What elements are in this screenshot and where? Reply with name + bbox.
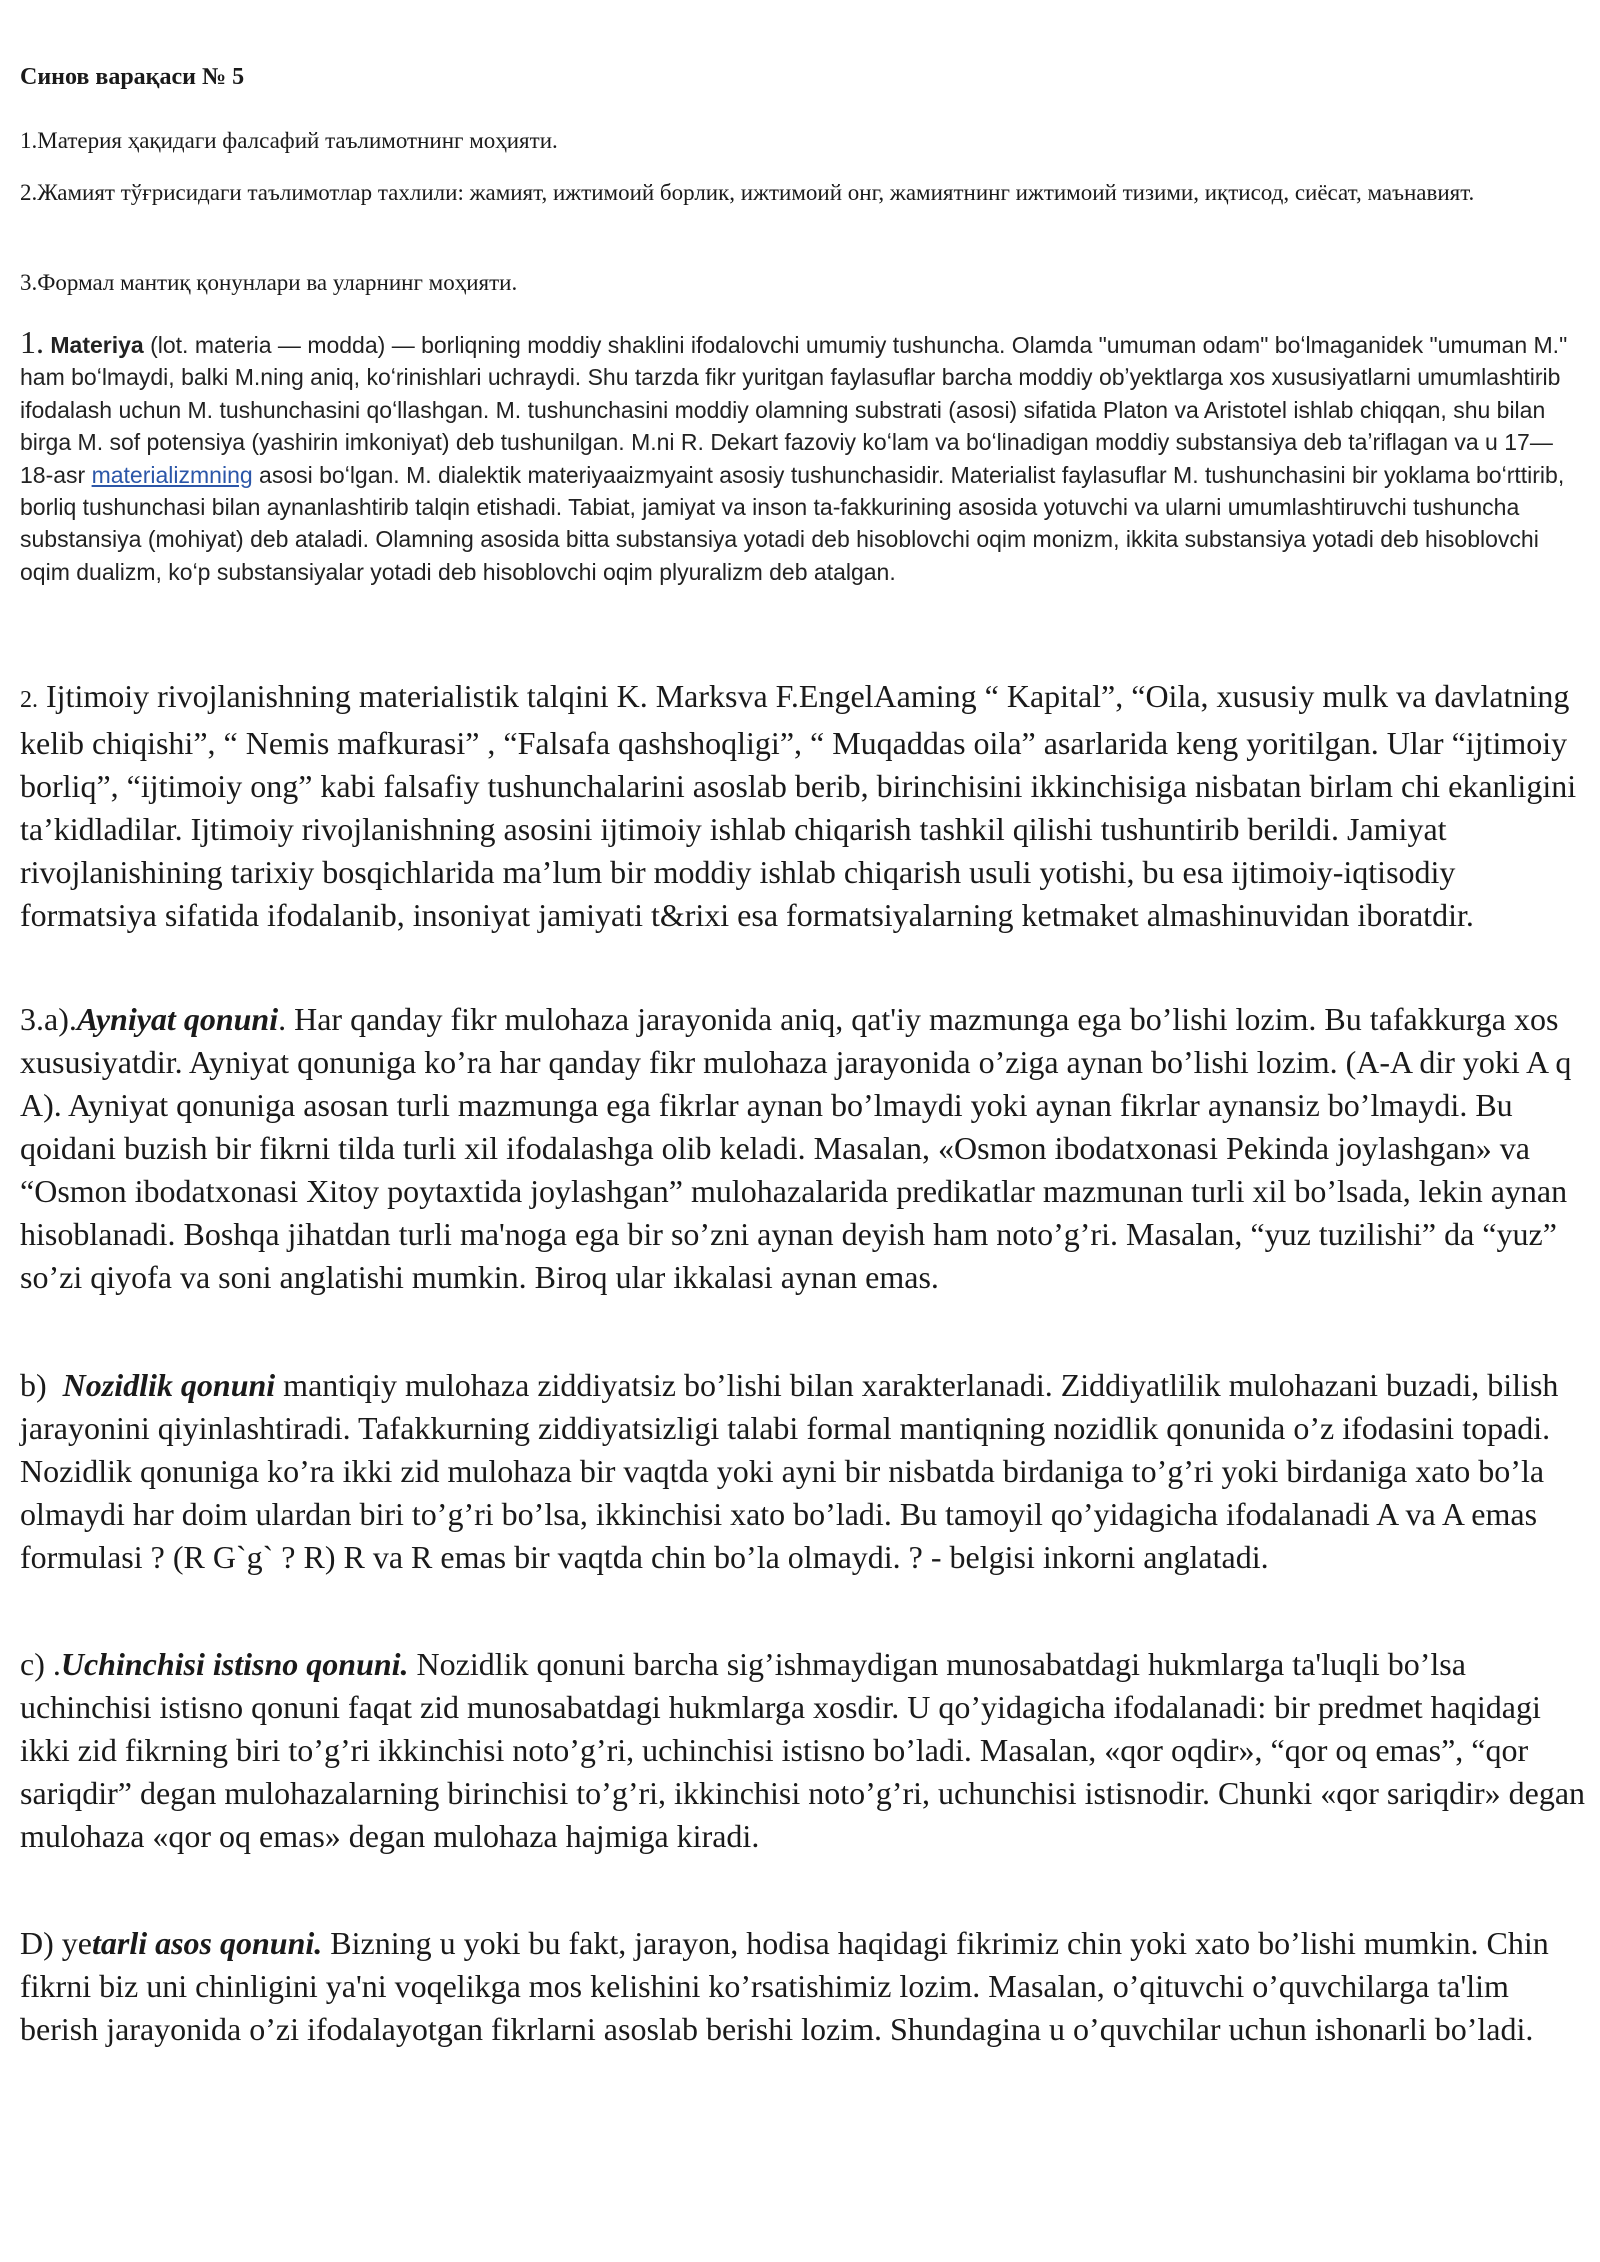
answer-3a-text: . Har qanday fikr mulohaza jarayonida aniq, qat'iy mazmunga ega bo’lishi lozim. Bu tafakkurga xos xususiyatdir. Ayniyat qonuniga ko’ra har qanday fikr mulohaza jarayonida o’ziga aynan bo’lishi lozim. (A-A dir yoki A q A). Ayniyat qonuniga asosan turli mazmunga ega fikrlar aynan bo’lmaydi yoki aynan fikrlar aynansiz bo’lmaydi. Bu qoidani buzish bir fikrni tilda turli xil ifodalashga olib keladi. Masalan, «Osmon ibodatxonasi Pekinda joylashgan» va “Osmon ibodatxonasi Xitoy poytaxtida joylashgan” mulohazalarida predikatlar mazmunan turli xil bo’lsada, lekin aynan hisoblanadi. Boshqa jihatdan turli ma'noga ega bir so’zni aynan deyish ham noto’g’ri. Masalan, “yuz tuzilishi” da “yuz” so’zi qiyofa va soni anglatishi mumkin. Biroq ular ikkalasi aynan emas.: [20, 1001, 1572, 1295]
materializm-link[interactable]: materializmning: [91, 461, 253, 488]
answer-1-text-part1: (lot. materia — modda) — borliqning moddiy shaklini ifodalovchi umumiy tushuncha. Olamda "umuman odam" boʻlmaganidek "umuman M." ham boʻlmaydi, balki M.ning aniq, koʻrinishlari uchraydi. Shu tarzda fikr yuritgan faylasuflar barcha moddiy obʼyektlarga xos xususiyatlarni umumlashtirib ifodalash uchun M. tushunchasini qoʻllashgan. M. tushunchasini moddiy olamning substrati (asosi) sifatida Platon va Aristotel ishlab chiqqan, shu bilan birga M. sof potensiya (yashirin imkoniyat) deb tushunilgan. M.ni R. Dekart fazoviy koʻlam va boʻlinadigan moddiy substansiya deb taʼriflagan va u 17— 18-asr: [20, 332, 1568, 488]
answer-3b: [20, 1364, 1594, 1579]
answer-3c-term: Uchinchisi istisno qonuni.: [60, 1646, 409, 1682]
question-1: 1.Материя ҳақидаги фалсафий таълимотнинг моҳияти.: [20, 128, 558, 153]
answer-3d-prefix: D) ye: [20, 1925, 92, 1961]
answer-3d: [20, 1922, 1594, 2051]
answer-2: [20, 675, 1594, 937]
answer-3a: [20, 998, 1594, 1299]
answer-1-term: Materiya: [50, 332, 144, 358]
answer-1-number: 1.: [20, 324, 44, 360]
answer-3b-term: Nozidlik qonuni: [62, 1367, 276, 1403]
answer-1: [20, 326, 1592, 588]
answer-3c-text: Nozidlik qonuni barcha sig’ishmaydigan munosabatdagi hukmlarga ta'luqli bo’lsa uchinchisi istisno qonuni faqat zid munosabatdagi hukmlarga xosdir. U qo’yidagicha ifodalanadi: bir predmet haqidagi ikki zid fikrning biri to’g’ri ikkinchisi noto’g’ri, uchinchisi istisno bo’ladi. Masalan, «qor oqdir», “qor oq emas”, “qor sariqdir” degan mulohazalarning birinchisi to’g’ri, ikkinchisi noto’g’ri, uchunchisi istisnodir. Chunki «qor sariqdir» degan mulohaza «qor oq emas» degan mulohaza hajmiga kiradi.: [20, 1646, 1586, 1854]
answer-3b-text: mantiqiy mulohaza ziddiyatsiz bo’lishi bilan xarakterlanadi. Ziddiyatlilik mulohazani buzadi, bilish jarayonini qiyinlashtiradi. Tafakkurning ziddiyatsizligi talabi formal mantiqning nozidlik qonunida o’z ifodasini topadi. Nozidlik qonuniga ko’ra ikki zid mulohaza bir vaqtda yoki ayni bir nisbatda birdaniga to’g’ri yoki birdaniga xato bo’la olmaydi har doim ulardan biri to’g’ri bo’lsa, ikkinchisi xato bo’ladi. Bu tamoyil qo’yidagicha ifodalanadi A va A emas formulasi ? (R G`g` ? R) R va R emas bir vaqtda chin bo’la olmaydi. ? - belgisi inkorni anglatadi.: [20, 1367, 1559, 1575]
answer-3d-text: Bizning u yoki bu fakt, jarayon, hodisa haqidagi fikrimiz chin yoki xato bo’lishi mumkin. Chin fikrni biz uni chinligini ya'ni voqelikga mos kelishini ko’rsatishimiz lozim. Masalan, o’qituvchi o’quvchilarga ta'lim berish jarayonida o’zi ifodalayotgan fikrlarni asoslab berishi lozim. Shundagina u o’quvchilar uchun ishonarli bo’ladi.: [20, 1925, 1549, 2047]
page-title: Синов варақаси № 5: [20, 64, 245, 90]
answer-2-number: 2.: [20, 687, 38, 713]
answer-3c: [20, 1643, 1594, 1858]
answer-3d-term: tarli asos qonuni.: [91, 1925, 323, 1961]
answer-3b-prefix: b): [20, 1367, 63, 1403]
answer-3a-term: Ayniyat qonuni: [76, 1001, 279, 1037]
answer-1-text-part2: asosi boʻlgan. M. dialektik materiyaaizmyaint asosiy tushunchasidir. Materialist faylasuflar M. tushunchasini bir yoklama boʻrttirib, borliq tushunchasi bilan aynanlashtirib talqin etishadi. Tabiat, jamiyat va inson ta-fakkurining asosida yotuvchi va ularni umumlashtiruvchi tushuncha substansiya (mohiyat) deb ataladi. Olamning asosida bitta substansiya yotadi deb hisoblovchi oqim monizm, ikkita substansiya yotadi deb hisoblovchi oqim dualizm, koʻp substansiyalar yotadi deb hisoblovchi oqim plyuralizm deb atalgan.: [20, 461, 1565, 585]
question-3: 3.Формал мантиқ қонунлари ва уларнинг моҳияти.: [20, 270, 518, 295]
question-2: 2.Жамият тўғрисидаги таълимотлар тахлили: жамият, ижтимоий борлик, ижтимоий онг, жамиятнинг ижтимоий тизими, иқтисод, сиёсат, маънавият.: [20, 180, 1475, 205]
answer-3c-prefix: c) .: [20, 1646, 61, 1682]
answer-2-text: Ijtimoiy rivojlanishning materialistik talqini K. Marksva F.EngelAaming “ Kapital”, “Oila, xususiy mulk va davlatning kelib chiqishi”, “ Nemis mafkurasi” , “Falsafa qashshoqligi”, “ Muqaddas oila” asarlarida keng yoritilgan. Ular “ijtimoiy borliq”, “ijtimoiy ong” kabi falsafiy tushunchalarini asoslab berib, birinchisini ikkinchisiga nisbatan birlam chi ekanligini ta’kidladilar. Ijtimoiy rivojlanishning asosini ijtimoiy ishlab chiqarish tashkil qilishi tushuntirib berildi. Jamiyat rivojlanishining tarixiy bosqichlarida ma’lum bir moddiy ishlab chiqarish usuli yotishi, bu esa ijtimoiy-iqtisodiy formatsiya sifatida ifodalanib, insoniyat jamiyati t&rixi esa formatsiyalarning ketmaket almashinuvidan iboratdir.: [20, 678, 1577, 933]
answer-3a-prefix: 3.a).: [20, 1001, 77, 1037]
